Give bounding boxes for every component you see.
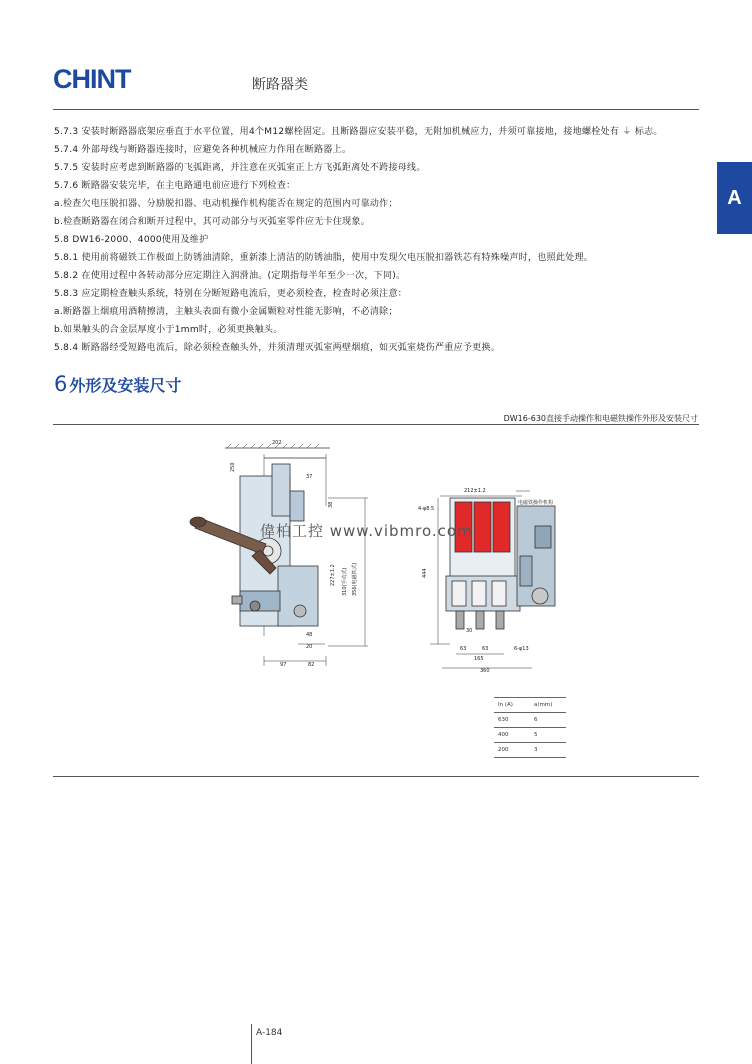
paragraph: 5.7.4 外部母线与断路器连接时，应避免各种机械应力作用在断路器上。 [54, 145, 352, 155]
table-cell: 3 [530, 743, 566, 758]
category-title: 断路器类 [252, 77, 308, 93]
paragraph: 5.8.1 使用前将磁铁工作极面上防锈油清除，重新漆上清洁的防锈油脂，使用中发现欠电压脱扣器铁芯有特殊噪声时，也照此处理。 [54, 253, 594, 263]
table-cell: 5 [530, 728, 566, 743]
dim-20: 20 [306, 644, 313, 650]
section-tab[interactable]: A [717, 162, 752, 234]
dim-97: 97 [280, 662, 287, 668]
front-view [446, 498, 555, 629]
paragraph: b.检查断路器在闭合和断开过程中，其可动部分与灭弧室零件应无卡住现象。 [54, 217, 371, 227]
dim-310: 310(手动式) [342, 567, 348, 596]
paragraph: 5.8.4 断路器经受短路电流后，除必须检查触头外，并须清理灭弧室两壁烟痕，如灭弧室烧伤严重应予更换。 [54, 343, 501, 353]
dim-227: 227±1.2 [330, 564, 336, 586]
paragraph: 5.8 DW16-2000、4000使用及维护 [54, 235, 209, 245]
dim-4-holes: 4-φ8.5 [418, 506, 435, 512]
page-marker [251, 1024, 252, 1064]
dim-82: 82 [308, 662, 315, 668]
dim-38: 38 [328, 501, 334, 508]
brand-logo: CHINT [53, 64, 131, 94]
table-cell: 200 [494, 743, 530, 758]
paragraph: 5.7.6 断路器安装完毕，在主电路通电前应进行下列检查： [54, 181, 296, 191]
dim-212: 212±1.2 [464, 488, 486, 494]
figure-divider [53, 424, 699, 425]
content-divider [53, 776, 699, 777]
paragraph: 5.7.5 安装时应考虑到断路器的飞弧距离，并注意在灭弧室正上方飞弧距离处不跨接母线。 [54, 163, 426, 173]
figure-caption: DW16-630直接手动操作和电磁铁操作外形及安装尺寸 [503, 414, 698, 423]
table-row [494, 713, 566, 728]
table-header: a(mm) [530, 698, 566, 713]
paragraph: a.检查欠电压脱扣器、分励脱扣器、电动机操作机构能否在规定的范围内可靠动作； [54, 199, 398, 209]
paragraph: 5.8.2 在使用过程中各转动部分应定期注入润滑油。(定期指每半年至少一次，下同)。 [54, 271, 406, 281]
dim-202: 202 [272, 440, 282, 446]
arc-distance-table [494, 697, 566, 758]
dim-63b: 63 [482, 646, 489, 652]
label-mechanism: 电磁铁操作机构 [518, 500, 554, 506]
dim-360: 360 [480, 668, 490, 674]
paragraph: 5.7.3 安装时断路器底架应垂直于水平位置，用4个M12螺栓固定。且断路器应安装平稳，无附加机械应力，并须可靠接地，接地螺栓处有 ⏚ 标志。 [54, 127, 663, 137]
paragraph: a.断路器上烟痕用酒精擦清，主触头表面有微小金属颗粒对性能无影响，不必清除； [54, 307, 398, 317]
dim-30: 30 [466, 628, 473, 634]
table-header-row [494, 698, 566, 713]
table-cell: 6 [530, 713, 566, 728]
table-cell: 400 [494, 728, 530, 743]
dim-63a: 63 [460, 646, 467, 652]
dimension-drawing [180, 436, 580, 676]
table-cell: 630 [494, 713, 530, 728]
paragraph: 5.8.3 应定期检查触头系统，特别在分断短路电流后，更必须检查，检查时必须注意： [54, 289, 408, 299]
table-row [494, 728, 566, 743]
table-row [494, 743, 566, 758]
dim-165: 165 [474, 656, 484, 662]
section-heading [54, 372, 181, 396]
dim-250: 250 [230, 462, 236, 472]
section-number: 6 [54, 372, 68, 396]
paragraph: b.如果触头的合金层厚度小于1mm时，必须更换触头。 [54, 325, 283, 335]
dim-6-holes: 6-φ13 [514, 646, 529, 652]
header-divider [53, 109, 699, 110]
dim-444: 444 [422, 568, 428, 578]
watermark: 偉柏工控 www.vibmro.com [260, 522, 473, 540]
dim-37: 37 [306, 474, 313, 480]
table-header: In (A) [494, 698, 530, 713]
dim-48: 48 [306, 632, 313, 638]
page-number: A-184 [256, 1028, 283, 1038]
section-title: 外形及安装尺寸 [69, 376, 182, 395]
dim-356: 356(电磁铁式) [352, 562, 358, 596]
